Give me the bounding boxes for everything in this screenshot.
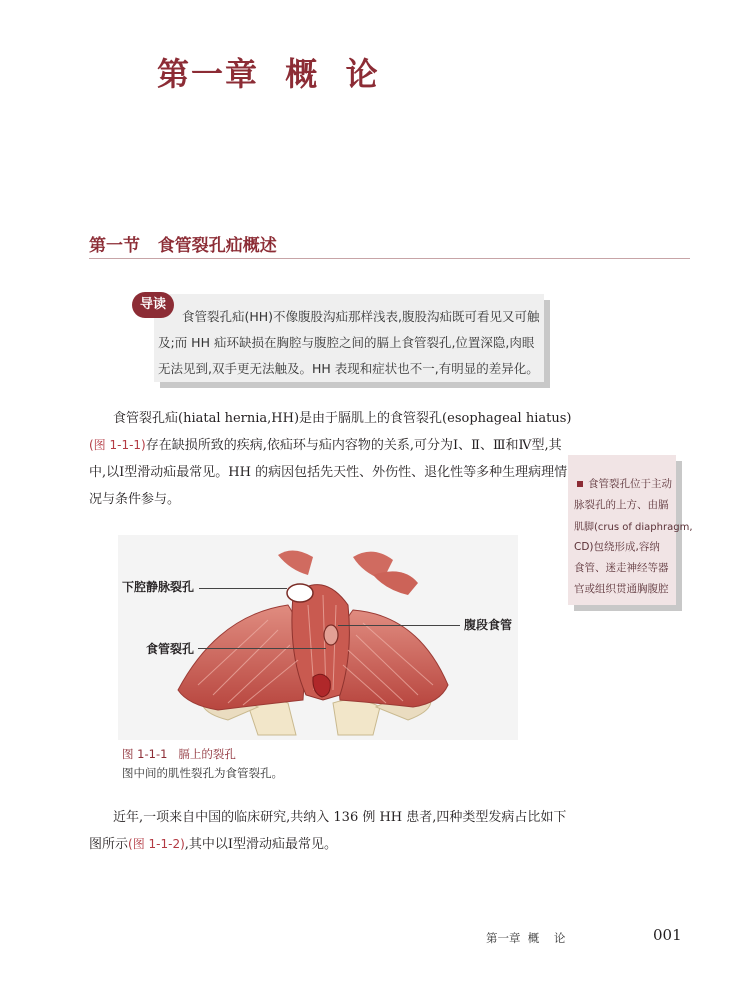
body-text: ,其中以Ⅰ型滑动疝最常见。 — [184, 837, 338, 852]
body-text: 图所示 — [89, 837, 129, 852]
figure-reference-link[interactable]: (图 1-1-2) — [128, 837, 185, 851]
page-number: 001 — [653, 926, 682, 944]
guide-badge: 导读 — [132, 292, 174, 318]
body-paragraph-line — [89, 434, 562, 453]
body-paragraph-line: 中,以Ⅰ型滑动疝最常见。HH 的病因包括先天性、外伤性、退化性等多种生理病理情 — [89, 465, 568, 480]
body-text: 存在缺损所致的疾病,依疝环与疝内容物的关系,可分为Ⅰ、Ⅱ、Ⅲ和Ⅳ型,其 — [145, 438, 562, 453]
sidebar-note-line: 官或组织贯通胸腹腔 — [574, 583, 669, 595]
figure-label-esophageal-hiatus: 食管裂孔 — [146, 642, 195, 656]
guide-text-line: 及;而 HH 疝环缺损在胸腔与腹腔之间的膈上食管裂孔,位置深隐,肉眼 — [158, 335, 535, 350]
sidebar-note-line: 食管裂孔位于主动 — [588, 478, 672, 490]
guide-text-line: 食管裂孔疝(HH)不像腹股沟疝那样浅表,腹股沟疝既可看见又可触 — [182, 309, 540, 324]
callout-leader-line — [198, 648, 326, 649]
section-title: 第一节 食管裂孔疝概述 — [89, 236, 277, 256]
diaphragm-hiatus-illustration — [118, 535, 518, 740]
figure-label-ivc: 下腔静脉裂孔 — [122, 580, 195, 594]
callout-leader-line — [338, 625, 460, 626]
section-divider — [89, 258, 690, 259]
guide-text-line: 无法见到,双手更无法触及。HH 表现和症状也不一,有明显的差异化。 — [158, 361, 539, 376]
callout-leader-line — [199, 588, 287, 589]
sidebar-note-line: 脉裂孔的上方、由膈 — [574, 499, 669, 511]
figure-reference-link[interactable]: (图 1-1-1) — [89, 438, 146, 452]
square-bullet-icon — [577, 481, 583, 487]
body-paragraph-line: 近年,一项来自中国的临床研究,共纳入 136 例 HH 患者,四种类型发病占比如下 — [113, 810, 567, 825]
figure-label-abdominal-esophagus: 腹段食管 — [464, 618, 513, 632]
footer-chapter-title: 第一章 概 论 — [486, 931, 566, 945]
figure-caption-number: 图 1-1-1 膈上的裂孔 — [122, 747, 236, 761]
chapter-title: 第一章 概 论 — [157, 55, 380, 93]
sidebar-note-line: 肌脚(crus of diaphragm, — [574, 522, 693, 533]
body-paragraph-line: 况与条件参与。 — [89, 492, 181, 507]
sidebar-note-line: 食管、迷走神经等器 — [574, 562, 669, 574]
figure-caption-description: 图中间的肌性裂孔为食管裂孔。 — [122, 766, 283, 780]
body-paragraph-line: 食管裂孔疝(hiatal hernia,HH)是由于膈肌上的食管裂孔(esophageal hiatus) — [113, 411, 572, 426]
sidebar-note-line: CD)包绕形成,容纳 — [574, 541, 660, 553]
body-paragraph-line — [89, 833, 337, 852]
